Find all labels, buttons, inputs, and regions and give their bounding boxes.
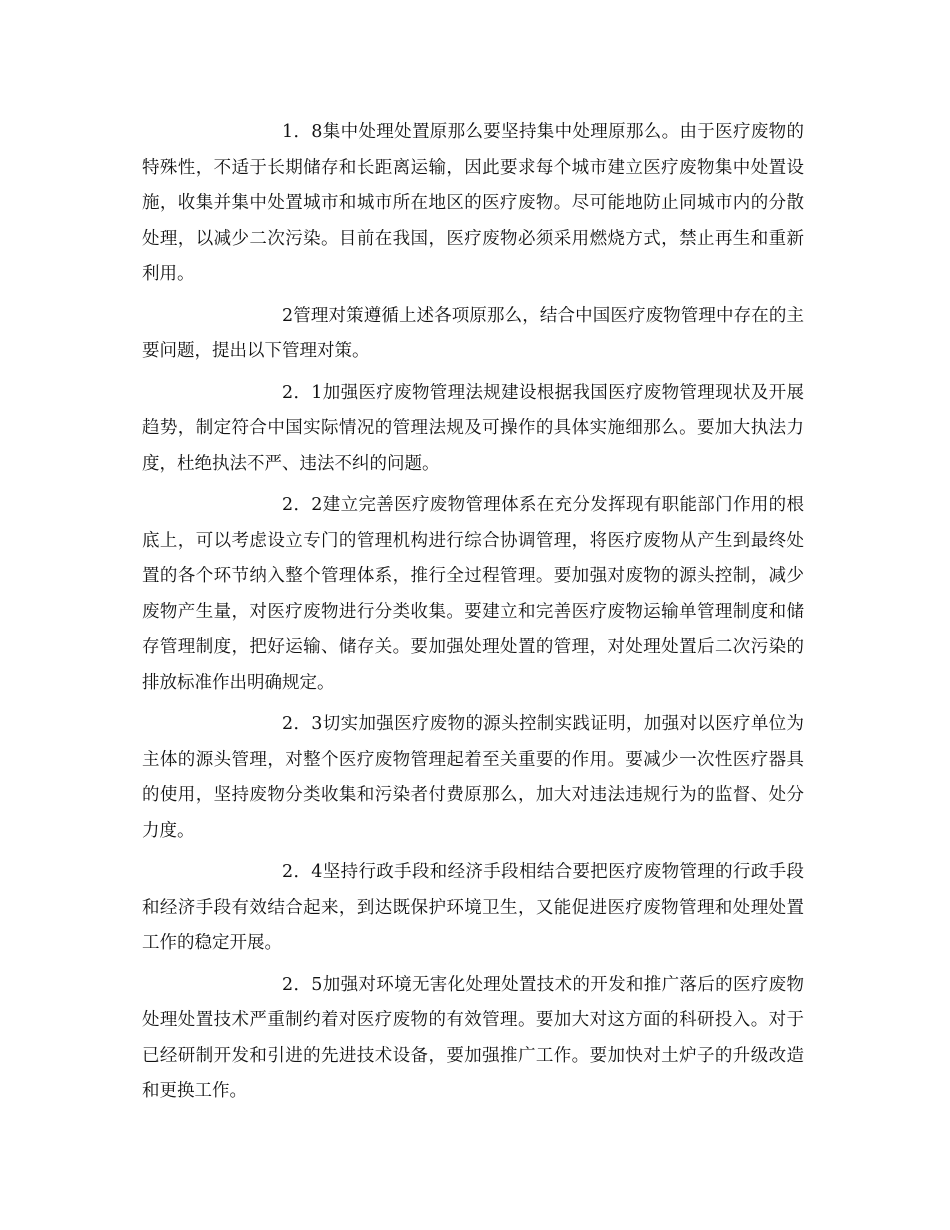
paragraph-2-2-management-system: 2．2建立完善医疗废物管理体系在充分发挥现有职能部门作用的根底上，可以考虑设立专门的管理机构进行综合协调管理，将医疗废物从产生到最终处置的各个环节纳入整个管理体系，推行全过程管理。要加强对废物的源头控制，减少废物产生量，对医疗废物进行分类收集。要建立和完善医疗废物运输单管理制度和储存管理制度，把好运输、储存关。要加强处理处置的管理，对处理处置后二次污染的排放标准作出明确规定。: [142, 495, 804, 693]
paragraph-2-management-measures: 2管理对策遵循上述各项原那么，结合中国医疗废物管理中存在的主要问题，提出以下管理对策。: [142, 305, 804, 361]
document-body: [142, 115, 804, 1116]
paragraph-2-1-regulations: 2．1加强医疗废物管理法规建设根据我国医疗废物管理现状及开展趋势，制定符合中国实际情况的管理法规及可操作的具体实施细那么。要加大执法力度，杜绝执法不严、违法不纠的问题。: [142, 382, 804, 474]
paragraph-2-3-source-control: 2．3切实加强医疗废物的源头控制实践证明，加强对以医疗单位为主体的源头管理，对整个医疗废物管理起着至关重要的作用。要减少一次性医疗器具的使用，坚持废物分类收集和污染者付费原那么，加大对违法违规行为的监督、处分力度。: [142, 714, 804, 841]
paragraph-2-4-administrative-economic: 2．4坚持行政手段和经济手段相结合要把医疗废物管理的行政手段和经济手段有效结合起来，到达既保护环境卫生，又能促进医疗废物管理和处理处置工作的稳定开展。: [142, 862, 804, 953]
paragraph-1-8-centralized-disposal: 1．8集中处理处置原那么要坚持集中处理原那么。由于医疗废物的特殊性，不适于长期储存和长距离运输，因此要求每个城市建立医疗废物集中处置设施，收集并集中处置城市和城市所在地区的医疗废物。尽可能地防止同城市内的分散处理，以减少二次污染。目前在我国，医疗废物必须采用燃烧方式，禁止再生和重新利用。: [142, 122, 804, 284]
paragraph-2-5-technology: 2．5加强对环境无害化处理处置技术的开发和推广落后的医疗废物处理处置技术严重制约着对医疗废物的有效管理。要加大对这方面的科研投入。对于已经研制开发和引进的先进技术设备，要加强推广工作。要加快对土炉子的升级改造和更换工作。: [142, 974, 804, 1101]
